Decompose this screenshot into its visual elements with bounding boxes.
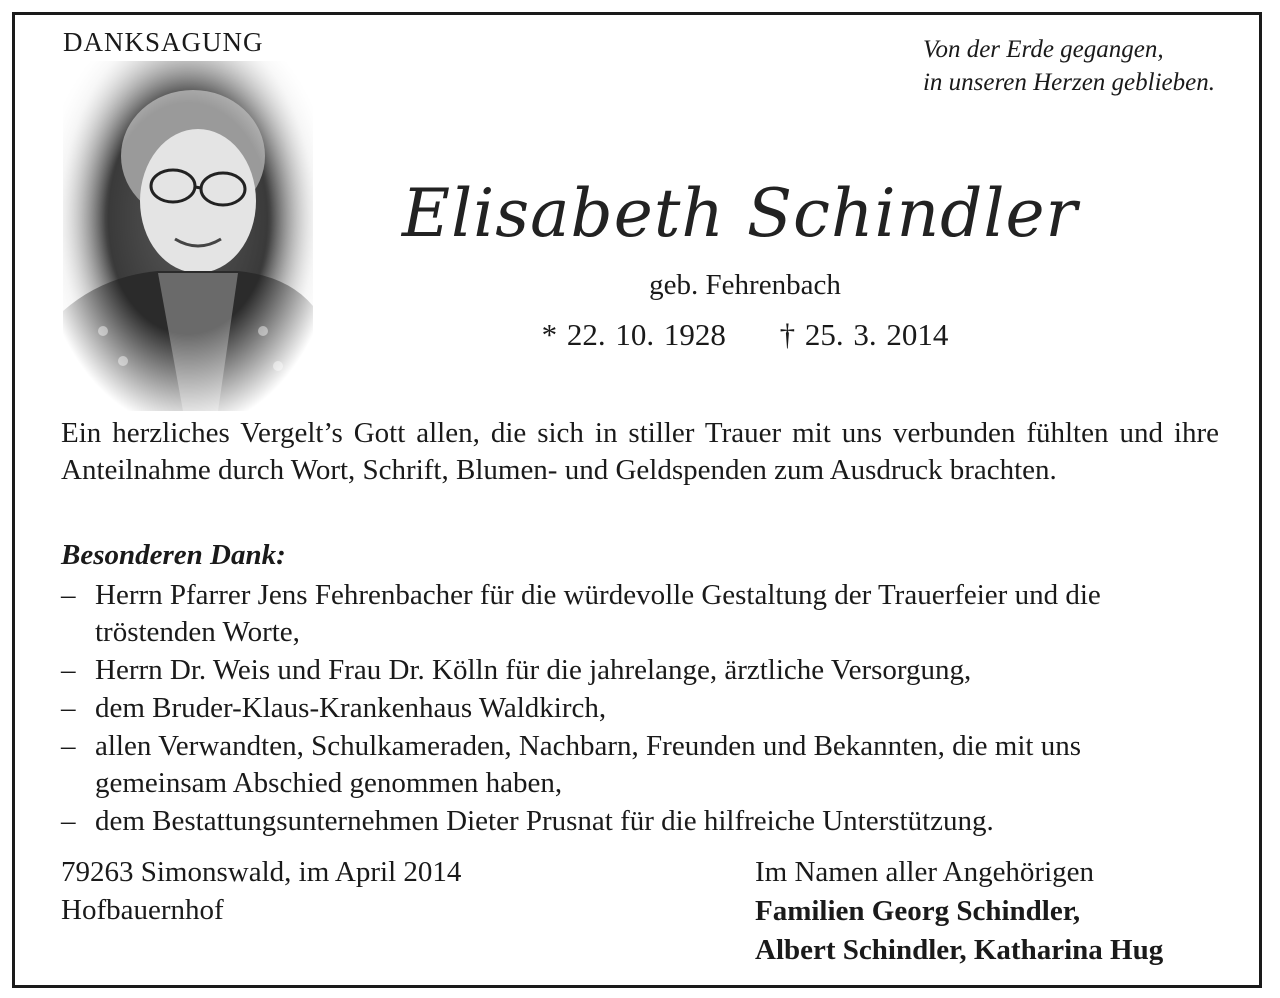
maiden-name: geb. Fehrenbach [649,269,841,301]
header-title: DANKSAGUNG [63,27,264,57]
place-line-1: 79263 Simonswald, im April 2014 [61,856,462,888]
portrait-illustration [63,61,313,411]
dash: – [61,654,76,686]
place-and-date [61,853,461,929]
dash: – [61,730,76,762]
place-line-2: Hofbauernhof [61,894,224,926]
intro-text: Ein herzliches Vergelt’s Gott allen, die sich in stiller Trauer mit uns verbunden fühlten und ihre Anteilnahme durch Wort, Schrift, Blumen- und Geldspenden zum Ausdruck brachten. [61,417,1219,486]
families-line-1: Familien Georg Schindler, [755,895,1081,927]
signoff [755,853,1163,970]
list-item: – Herrn Dr. Weis und Frau Dr. Kölln für die jahrelange, ärztliche Versorgung, [61,652,1219,689]
dash: – [61,805,76,837]
death-date: † 25. 3. 2014 [779,317,949,352]
deceased-name: Elisabeth Schindler [401,175,1079,252]
list-item: – allen Verwandten, Schulkameraden, Nachbarn, Freunden und Bekannten, die mit uns gemeinsam Abschied genommen haben, [61,730,1081,799]
thanks-list [61,577,1219,841]
obituary-card [12,12,1262,988]
motto-line-1: Von der Erde gegangen, [922,36,1164,63]
list-item: – dem Bruder-Klaus-Krankenhaus Waldkirch, [61,690,1219,727]
list-item: – Herrn Pfarrer Jens Fehrenbacher für die würdevolle Gestaltung der Trauerfeier und die tröstenden Worte, [61,579,1101,648]
signoff-line: Im Namen aller Angehörigen [755,856,1095,888]
thanks-heading: Besonderen Dank: [61,539,286,571]
dash: – [61,579,76,611]
families-line-2: Albert Schindler, Katharina Hug [755,934,1164,966]
motto-line-2: in unseren Herzen geblieben. [922,69,1215,96]
life-dates [315,317,1175,353]
portrait-photo [63,61,313,411]
birth-date: * 22. 10. 1928 [541,317,726,352]
dash: – [61,692,76,724]
list-item: – dem Bestattungsunternehmen Dieter Prusnat für die hilfreiche Unterstützung. [61,803,1219,840]
motto [923,33,1215,99]
